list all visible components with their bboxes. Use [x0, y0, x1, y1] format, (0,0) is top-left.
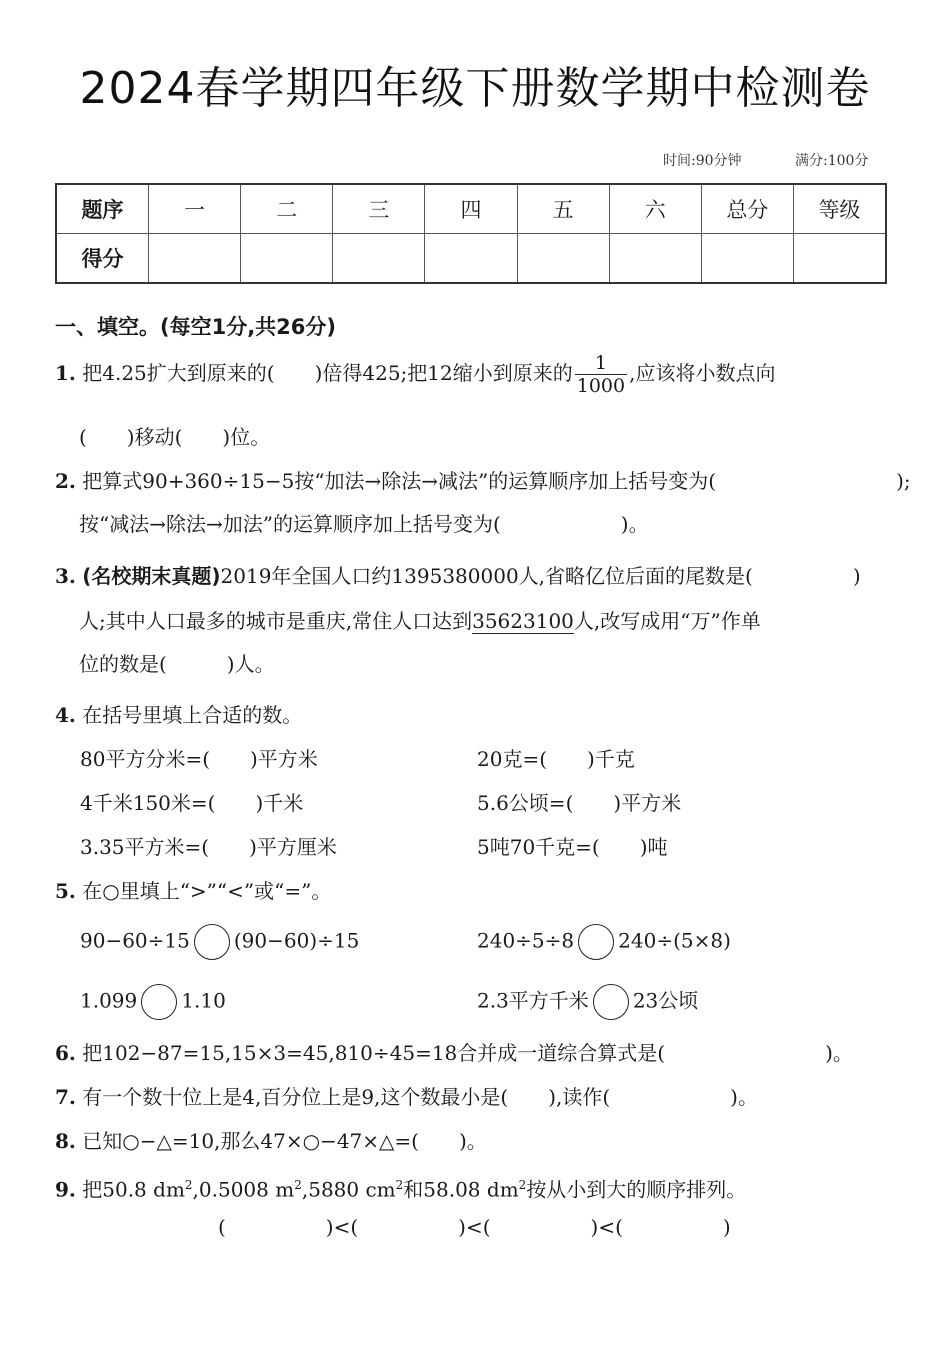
question-text: 有一个数十位上是4,百分位上是9,这个数最小是( ),读作( )。 — [82, 1085, 758, 1109]
score-cell[interactable] — [701, 234, 793, 284]
question-text: 人,改写成用“万”作单 — [573, 609, 761, 633]
score-cell[interactable] — [425, 234, 517, 284]
unit-conversion-item: 5吨70千克=( )吨 — [477, 835, 668, 859]
question-2-line-1 — [55, 467, 911, 495]
question-3-line-3: 位的数是( )人。 — [79, 652, 275, 676]
fraction — [575, 352, 627, 397]
score-cell[interactable] — [241, 234, 333, 284]
comparison-item — [477, 924, 731, 960]
fraction-numerator: 1 — [575, 352, 627, 375]
question-text: 按从小到大的顺序排列。 — [526, 1177, 747, 1202]
question-text: 和58.08 dm — [403, 1177, 519, 1202]
score-table-header-cell: 四 — [425, 184, 517, 234]
score-table-header-cell: 一 — [149, 184, 241, 234]
score-table-header-cell: 等级 — [793, 184, 886, 234]
question-text: 把算式90+360÷15−5按“加法→除法→减法”的运算顺序加上括号变为( ); — [82, 469, 911, 493]
unit-conversion-item: 5.6公顷=( )平方米 — [477, 791, 682, 815]
superscript: 2 — [294, 1178, 302, 1192]
score-table-score-row — [56, 234, 886, 284]
comparison-circle-blank[interactable] — [194, 924, 230, 960]
comparison-left: 90−60÷15 — [80, 928, 190, 953]
question-number: 6. — [55, 1041, 76, 1065]
comparison-right: 240÷(5×8) — [618, 928, 731, 953]
question-9 — [55, 1171, 746, 1204]
score-cell[interactable] — [333, 234, 425, 284]
question-5-stem — [55, 877, 331, 905]
question-4-stem — [55, 701, 302, 729]
unit-conversion-item: 4千米150米=( )千米 — [80, 791, 304, 815]
question-text: ,0.5008 m — [192, 1177, 295, 1202]
superscript: 2 — [395, 1178, 404, 1192]
question-source-tag: (名校期末真题) — [82, 564, 221, 588]
question-text: ,5880 cm — [301, 1177, 396, 1202]
superscript: 2 — [518, 1178, 527, 1192]
comparison-circle-blank[interactable] — [593, 984, 629, 1020]
question-text: 2019年全国人口约1395380000人,省略亿位后面的尾数是( ) — [220, 564, 861, 588]
score-table-header-row — [56, 184, 886, 234]
question-6 — [55, 1039, 853, 1067]
score-table-header-cell: 二 — [241, 184, 333, 234]
unit-conversion-item: 20克=( )千克 — [477, 747, 635, 771]
score-cell[interactable] — [517, 234, 609, 284]
fraction-denominator: 1000 — [576, 375, 626, 397]
comparison-item — [477, 984, 698, 1020]
question-text: 在括号里填上合适的数。 — [82, 703, 303, 727]
comparison-left: 1.099 — [80, 988, 138, 1013]
ordering-answer-blanks[interactable]: ( )<( )<( )<( ) — [218, 1215, 731, 1239]
question-number: 1. — [55, 361, 76, 385]
question-8 — [55, 1127, 487, 1155]
score-table-header-cell: 题序 — [56, 184, 149, 234]
question-text: ,应该将小数点向 — [629, 361, 776, 385]
question-text: 把102−87=15,15×3=45,810÷45=18合并成一道综合算式是( )。 — [82, 1041, 853, 1065]
question-1-line-1 — [55, 352, 775, 397]
comparison-left: 2.3平方千米 — [477, 988, 589, 1013]
comparison-item — [80, 984, 226, 1020]
question-number: 4. — [55, 703, 76, 727]
unit-conversion-item: 3.35平方米=( )平方厘米 — [80, 835, 337, 859]
underlined-number: 35623100 — [472, 609, 574, 633]
question-text: 在○里填上“>”“<”或“=”。 — [82, 879, 332, 903]
comparison-item — [80, 924, 359, 960]
full-score: 满分:100分 — [795, 153, 869, 169]
time-limit: 时间:90分钟 — [663, 153, 742, 169]
score-table — [55, 183, 887, 284]
question-text: 把50.8 dm — [82, 1177, 185, 1202]
page-title: 2024春学期四年级下册数学期中检测卷 — [79, 63, 871, 114]
question-3-line-2 — [79, 607, 761, 635]
question-2-line-2: 按“减法→除法→加法”的运算顺序加上括号变为( )。 — [79, 512, 649, 536]
score-cell[interactable] — [149, 234, 241, 284]
question-text: 人;其中人口最多的城市是重庆,常住人口达到 — [79, 609, 473, 633]
question-number: 5. — [55, 879, 76, 903]
score-table-header-cell: 三 — [333, 184, 425, 234]
unit-conversion-item: 80平方分米=( )平方米 — [80, 747, 318, 771]
comparison-left: 240÷5÷8 — [477, 928, 575, 953]
question-7 — [55, 1083, 758, 1111]
comparison-right: (90−60)÷15 — [233, 928, 360, 953]
comparison-circle-blank[interactable] — [141, 984, 177, 1020]
score-table-header-cell: 五 — [517, 184, 609, 234]
comparison-right: 1.10 — [181, 988, 226, 1013]
score-row-label: 得分 — [56, 234, 149, 284]
score-cell[interactable] — [793, 234, 886, 284]
score-table-header-cell: 六 — [609, 184, 701, 234]
superscript: 2 — [184, 1178, 193, 1192]
score-table-header-cell: 总分 — [701, 184, 793, 234]
score-cell[interactable] — [609, 234, 701, 284]
section-1-heading: 一、填空。(每空1分,共26分) — [55, 315, 337, 339]
question-number: 9. — [55, 1177, 76, 1202]
question-number: 3. — [55, 564, 76, 588]
question-3-line-1 — [55, 562, 861, 590]
question-text: 已知○−△=10,那么47×○−47×△=( )。 — [82, 1129, 487, 1153]
comparison-circle-blank[interactable] — [578, 924, 614, 960]
question-1-line-2: ( )移动( )位。 — [79, 425, 271, 449]
comparison-right: 23公顷 — [632, 988, 699, 1013]
question-number: 8. — [55, 1129, 76, 1153]
question-text: 把4.25扩大到原来的( )倍得425;把12缩小到原来的 — [82, 361, 573, 385]
question-number: 2. — [55, 469, 76, 493]
question-number: 7. — [55, 1085, 76, 1109]
